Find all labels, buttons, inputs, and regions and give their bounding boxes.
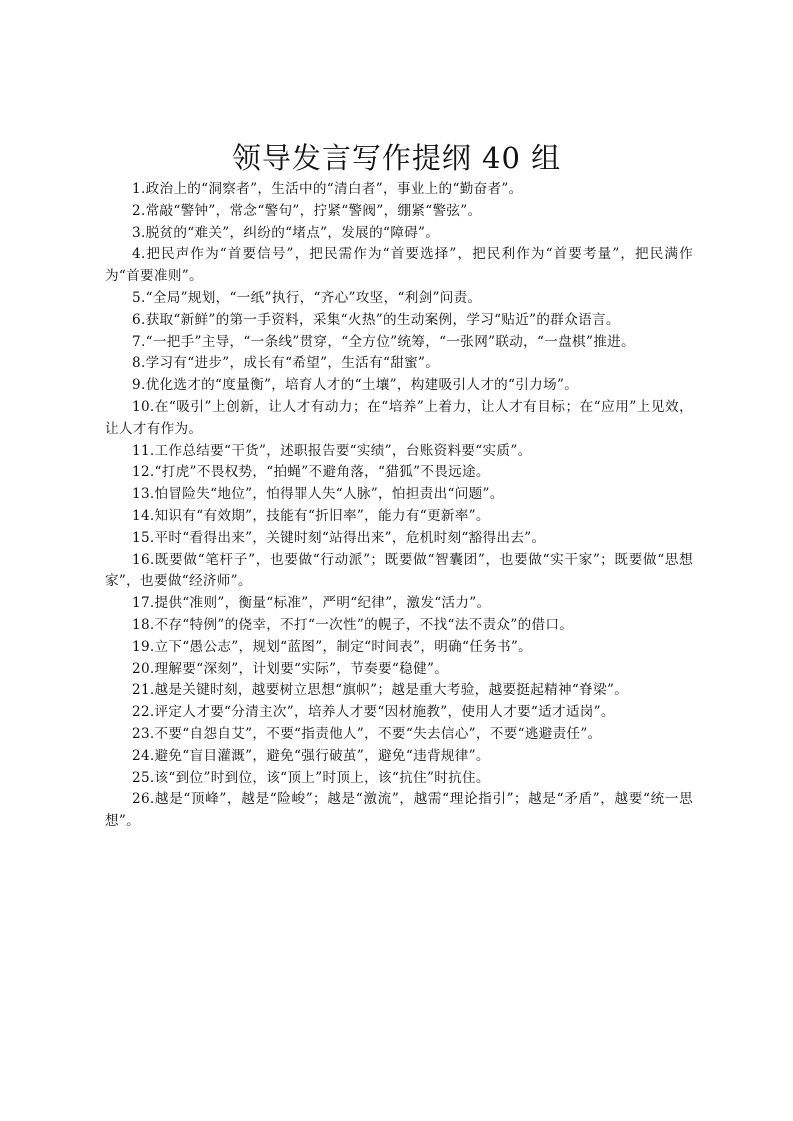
paragraph-24: 24.避免“盲目灌溉”，避免“强行破茧”，避免“违背规律”。 (132, 747, 490, 764)
paragraph-10: 10.在“吸引”上创新，让人才有动力；在“培养”上着力，让人才有目标；在“应用”上见效，让人才有作为。 (105, 398, 693, 437)
paragraph-3: 3.脱贫的“难关”，纠纷的“堵点”，发展的“障碍”。 (132, 224, 440, 241)
paragraph-1: 1.政治上的“洞察者”，生活中的“清白者”，事业上的“勤奋者”。 (132, 181, 523, 197)
paragraph-21: 21.越是关键时刻，越要树立思想“旗帜”；越是重大考验，越要挺起精神“脊梁”。 (132, 682, 629, 699)
paragraph-17: 17.提供“准则”，衡量“标准”，严明“纪律”，激发“活力”。 (132, 595, 491, 612)
paragraph-18: 18.不存“特例”的侥幸，不打“一次性”的幌子，不找“法不责众”的借口。 (132, 616, 574, 633)
paragraph-25: 25.该“到位”时到位，该“顶上”时顶上，该“抗住”时抗住。 (132, 769, 490, 786)
paragraph-5: 5.“全局”规划，“一纸”执行，“齐心”攻坚，“利剑”问责。 (132, 289, 482, 306)
paragraph-20: 20.理解要“深刻”，计划要“实际”，节奏要“稳健”。 (132, 660, 449, 677)
paragraph-16: 16.既要做“笔杆子”，也要做“行动派”；既要做“智囊团”，也要做“实干家”；既要做“思想家”，也要做“经济师”。 (105, 551, 693, 590)
paragraph-14: 14.知识有“有效期”，技能有“折旧率”，能力有“更新率”。 (132, 507, 490, 524)
paragraph-6: 6.获取“新鲜”的第一手资料，采集“火热”的生动案例，学习“贴近”的群众语言。 (132, 311, 620, 328)
paragraph-19: 19.立下“愚公志”，规划“蓝图”，制定“时间表”，明确“任务书”。 (132, 638, 533, 655)
paragraph-26: 26.越是“顶峰”，越是“险峻”；越是“激流”，越需“理论指引”；越是“矛盾”，越要“统一思想”。 (105, 791, 693, 830)
paragraph-8: 8.学习有“进步”，成长有“希望”，生活有“甜蜜”。 (132, 355, 440, 372)
paragraph-13: 13.怕冒险失“地位”，怕得罪人失“人脉”，怕担责出“问题”。 (132, 486, 504, 503)
paragraph-9: 9.优化选才的“度量衡”，培育人才的“土壤”，构建吸引人才的“引力场”。 (132, 377, 579, 394)
paragraph-4: 4.把民声作为“首要信号”，把民需作为“首要选择”，把民利作为“首要考量”，把民满作为“首要准则”。 (105, 246, 693, 285)
paragraph-15: 15.平时“看得出来”，关键时刻“站得出来”，危机时刻“豁得出去”。 (132, 529, 546, 546)
document-body (105, 179, 693, 833)
paragraph-12: 12.“打虎”不畏权势，“拍蝇”不避角落，“猎狐”不畏远途。 (132, 464, 490, 481)
document-title: 领导发言写作提纲 40 组 (231, 141, 562, 175)
paragraph-7: 7.“一把手”主导，“一条线”贯穿，“全方位”统筹，“一张网”联动，“一盘棋”推进。 (132, 333, 635, 350)
paragraph-2: 2.常敲“警钟”，常念“警句”，拧紧“警阀”，绷紧“警弦”。 (132, 202, 482, 219)
paragraph-23: 23.不要“自怨自艾”，不要“指责他人”，不要“失去信心”，不要“逃避责任”。 (132, 725, 602, 742)
paragraph-22: 22.评定人才要“分清主次”，培养人才要“因材施教”，使用人才要“适才适岗”。 (132, 704, 615, 721)
paragraph-11: 11.工作总结要“干货”，述职报告要“实绩”，台账资料要“实质”。 (132, 442, 532, 459)
